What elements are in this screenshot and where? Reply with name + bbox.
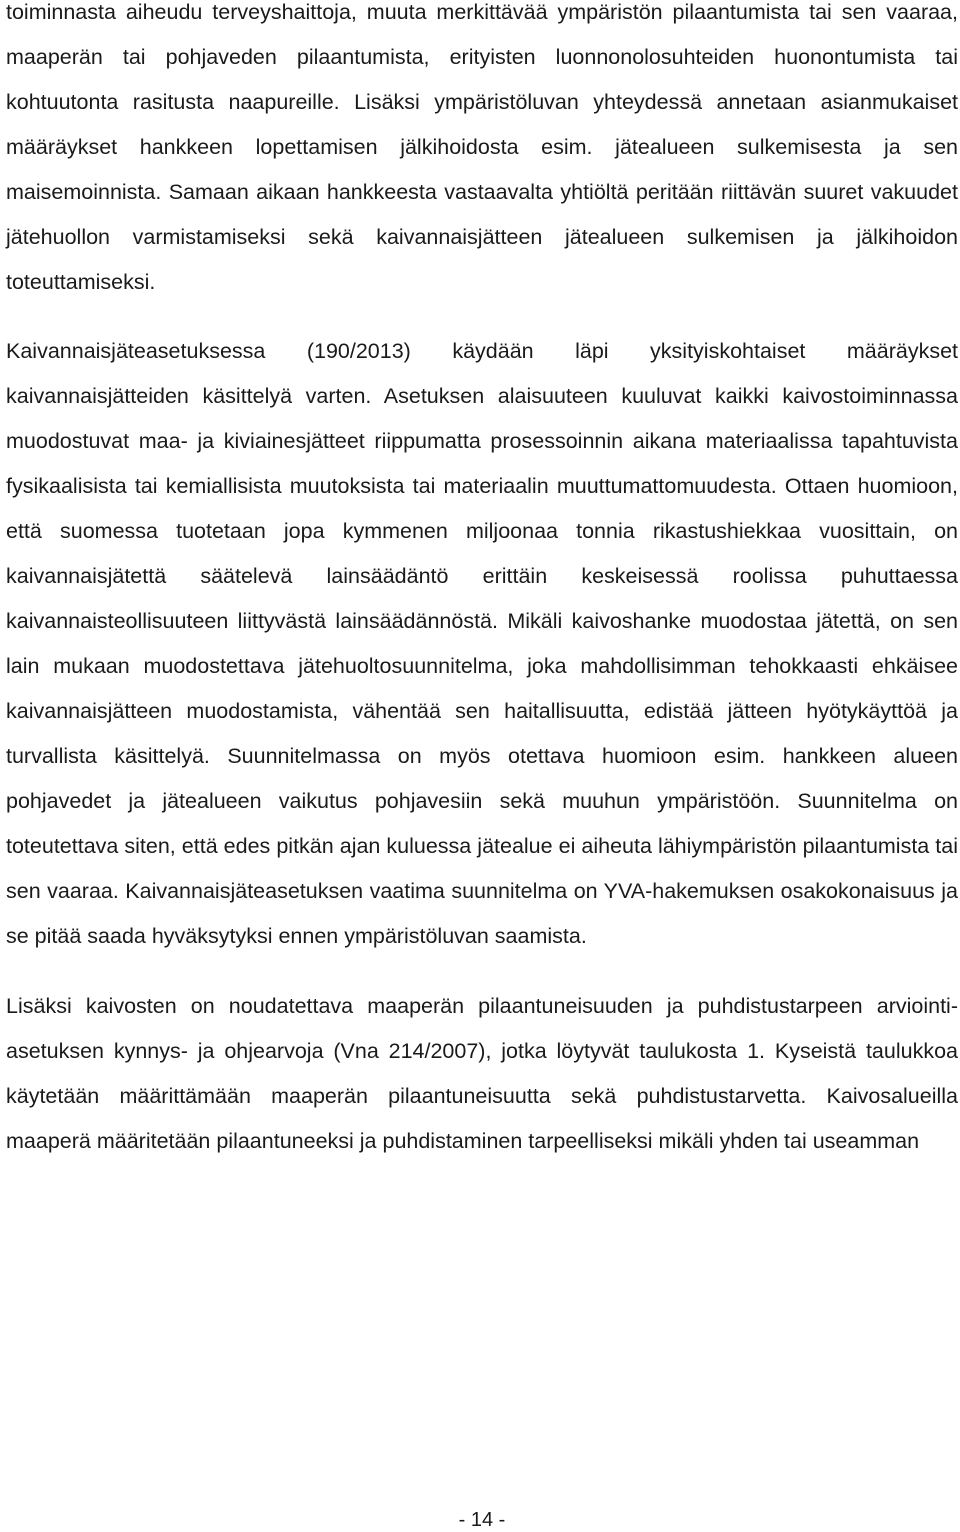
- body-paragraph: Kaivannaisjäteasetuksessa (190/2013) käydään läpi yksityiskohtaiset määräykset kaivannaisjätteiden käsittelyä varten. Asetuksen alaisuuteen kuuluvat kaikki kaivostoiminnassa muodostuvat maa- ja kiviainesjätteet riippumatta prosessoinnin aikana materiaalissa tapahtuvista fysikaalisista tai kemiallisista muutoksista tai materiaalin muuttumattomuudesta. Ottaen huomioon, että suomessa tuotetaan jopa kymmenen miljoonaa tonnia rikastushiekkaa vuosittain, on kaivannaisjätettä säätelevä lainsäädäntö erittäin keskeisessä roolissa puhuttaessa kaivannaisteollisuuteen liittyvästä lainsäädännöstä. Mikäli kaivoshanke muodostaa jätettä, on sen lain mukaan muodostettava jätehuoltosuunnitelma, joka mahdollisimman tehokkaasti ehkäisee kaivannaisjätteen muodostamista, vähentää sen haitallisuutta, edistää jätteen hyötykäyttöä ja turvallista käsittelyä. Suunnitelmassa on myös otettava huomioon esim. hankkeen alueen pohjavedet ja jätealueen vaikutus pohjavesiin sekä muuhun ympäristöön. Suunnitelma on toteutettava siten, että edes pitkän ajan kuluessa jätealue ei aiheuta lähiympäristön pilaantumista tai sen vaaraa. Kaivannaisjäteasetuksen vaatima suunnitelma on YVA-hakemuksen osakokonaisuus ja se pitää saada hyväksytyksi ennen ympäristöluvan saamista.: [6, 339, 958, 948]
- document-page: [6, 0, 958, 1164]
- body-paragraph: Lisäksi kaivosten on noudatettava maaperän pilaantuneisuuden ja puhdistustarpeen arviointi-asetuksen kynnys- ja ohjearvoja (Vna 214/2007), jotka löytyvät taulukosta 1. Kyseistä taulukkoa käytetään määrittämään maaperän pilaantuneisuutta sekä puhdistustarvetta. Kaivosalueilla maaperä määritetään pilaantuneeksi ja puhdistaminen tarpeelliseksi mikäli yhden tai useamman: [6, 994, 958, 1153]
- body-paragraph: toiminnasta aiheudu terveyshaittoja, muuta merkittävää ympäristön pilaantumista tai sen vaaraa, maaperän tai pohjaveden pilaantumista, erityisten luonnonolosuhteiden huonontumista tai kohtuutonta rasitusta naapureille. Lisäksi ympäristöluvan yhteydessä annetaan asianmukaiset määräykset hankkeen lopettamisen jälkihoidosta esim. jätealueen sulkemisesta ja sen maisemoinnista. Samaan aikaan hankkeesta vastaavalta yhtiöltä peritään riittävän suuret vakuudet jätehuollon varmistamiseksi sekä kaivannaisjätteen jätealueen sulkemisen ja jälkihoidon toteuttamiseksi.: [6, 0, 958, 294]
- page-number: - 14 -: [458, 1509, 506, 1531]
